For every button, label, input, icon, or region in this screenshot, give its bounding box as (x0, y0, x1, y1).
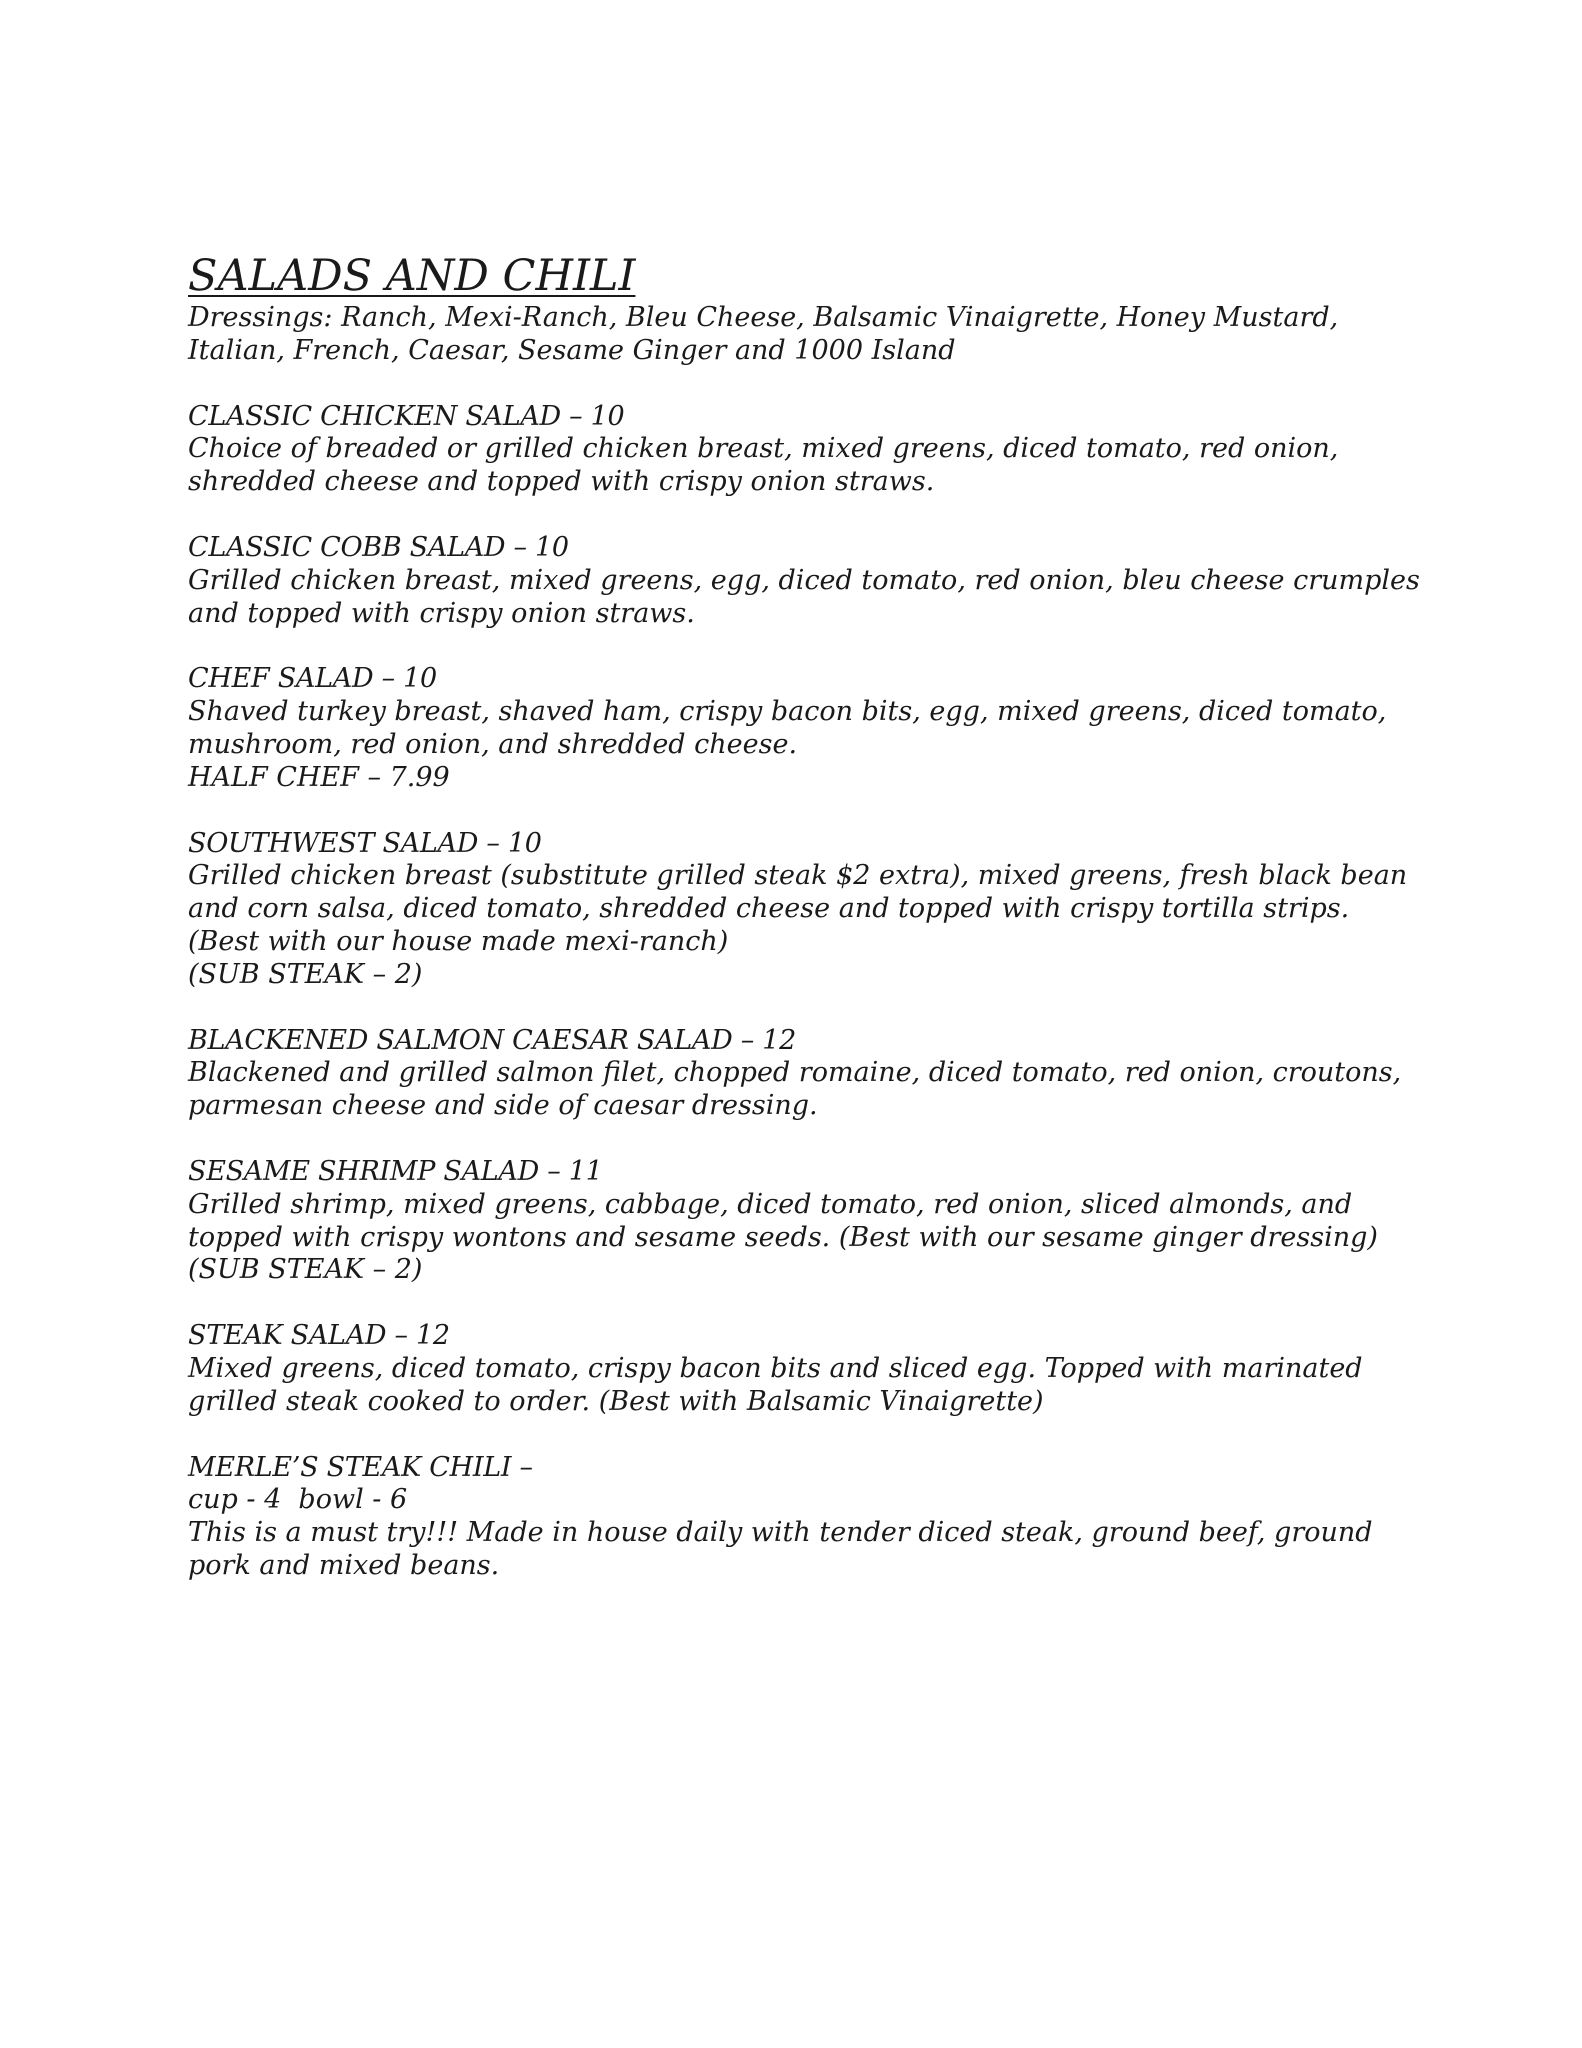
item-heading: STEAK SALAD – 12 (188, 1320, 450, 1352)
item-description-line: Mixed greens, diced tomato, crispy bacon bits and sliced egg. Topped with marinated (188, 1352, 1363, 1384)
item-description-line: and corn salsa, diced tomato, shredded cheese and topped with crispy tortilla strips. (188, 893, 1350, 925)
item-description-line: Blackened and grilled salmon filet, chopped romaine, diced tomato, red onion, croutons, (188, 1057, 1402, 1089)
item-heading: SOUTHWEST SALAD – 10 (188, 827, 542, 859)
item-description-line: Grilled chicken breast, mixed greens, egg, diced tomato, red onion, bleu cheese crumples (188, 564, 1420, 596)
item-description-line: Grilled shrimp, mixed greens, cabbage, diced tomato, red onion, sliced almonds, and (188, 1188, 1353, 1220)
dressings-line: Italian, French, Caesar, Sesame Ginger and 1000 Island (188, 334, 956, 366)
menu-page (188, 250, 1448, 1583)
item-description-line: mushroom, red onion, and shredded cheese. (188, 728, 798, 760)
item-note: (Best with our house made mexi-ranch) (188, 925, 729, 957)
item-description-line: Grilled chicken breast (substitute grilled steak $2 extra), mixed greens, fresh black bean (188, 860, 1408, 892)
menu-item-blackened-salmon-caesar-salad (188, 1025, 1448, 1123)
menu-item-classic-chicken-salad (188, 401, 1448, 499)
item-substitution: (SUB STEAK – 2) (188, 958, 423, 990)
item-description-line: shredded cheese and topped with crispy onion straws. (188, 466, 935, 498)
menu-item-merles-steak-chili (188, 1452, 1448, 1583)
menu-item-classic-cobb-salad (188, 532, 1448, 630)
dressings-line: Dressings: Ranch, Mexi-Ranch, Bleu Cheese, Balsamic Vinaigrette, Honey Mustard, (188, 302, 1339, 333)
item-heading: SESAME SHRIMP SALAD – 11 (188, 1155, 603, 1187)
item-heading: BLACKENED SALMON CAESAR SALAD – 12 (188, 1024, 796, 1056)
dressings-note (188, 302, 1448, 368)
item-heading: CHEF SALAD – 10 (188, 663, 437, 695)
item-description-line: grilled steak cooked to order. (Best with Balsamic Vinaigrette) (188, 1385, 1044, 1417)
item-description-line: Choice of breaded or grilled chicken breast, mixed greens, diced tomato, red onion, (188, 433, 1339, 465)
page-title: SALADS AND CHILI (188, 251, 636, 301)
menu-item-sesame-shrimp-salad (188, 1156, 1448, 1287)
item-heading: CLASSIC CHICKEN SALAD – 10 (188, 400, 625, 432)
item-description-line: and topped with crispy onion straws. (188, 597, 695, 629)
menu-items (188, 401, 1448, 1583)
item-substitution: (SUB STEAK – 2) (188, 1254, 423, 1286)
item-description-line: Shaved turkey breast, shaved ham, crispy bacon bits, egg, mixed greens, diced tomato, (188, 696, 1387, 728)
item-size-prices: cup - 4 bowl - 6 (188, 1484, 408, 1516)
item-heading: CLASSIC COBB SALAD – 10 (188, 531, 569, 563)
item-variant-price: HALF CHEF – 7.99 (188, 761, 450, 793)
menu-item-chef-salad (188, 663, 1448, 794)
item-description-line: parmesan cheese and side of caesar dressing. (188, 1090, 818, 1122)
item-description-line: topped with crispy wontons and sesame seeds. (Best with our sesame ginger dressing) (188, 1221, 1378, 1253)
item-description-line: This is a must try!!! Made in house daily with tender diced steak, ground beef, ground (188, 1517, 1373, 1549)
item-heading: MERLE’S STEAK CHILI – (188, 1451, 533, 1483)
item-description-line: pork and mixed beans. (188, 1549, 500, 1581)
menu-item-steak-salad (188, 1320, 1448, 1418)
menu-item-southwest-salad (188, 828, 1448, 992)
